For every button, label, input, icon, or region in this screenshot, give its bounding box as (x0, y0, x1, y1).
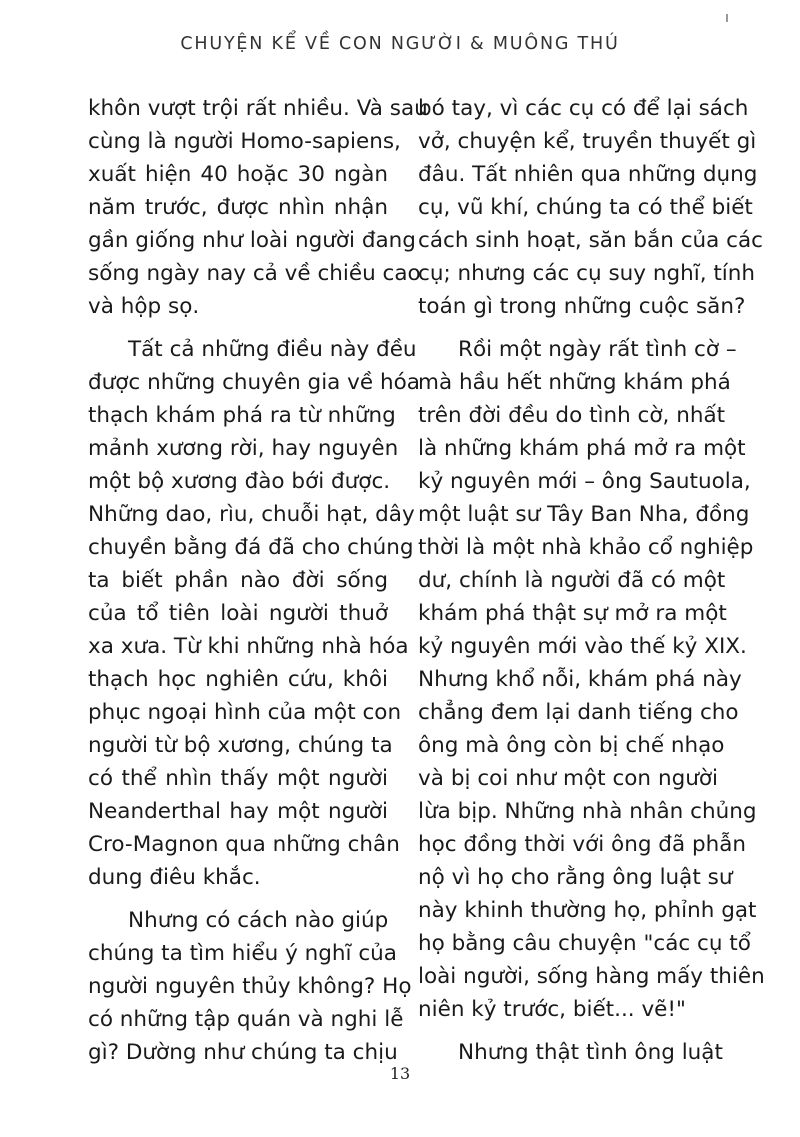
text-line: xa xưa. Từ khi những nhà hóa (88, 634, 409, 659)
text-line: vở, chuyện kể, truyền thuyết gì (418, 129, 757, 154)
text-line: cụ, vũ khí, chúng ta có thể biết (418, 195, 753, 220)
text-line: cụ; nhưng các cụ suy nghĩ, tính (418, 261, 756, 286)
text-line: dung điêu khắc. (88, 865, 261, 890)
text-line: thạch khám phá ra từ những (88, 403, 396, 428)
text-line: Những dao, rìu, chuỗi hạt, dây (88, 502, 415, 527)
text-line: Rồi một ngày rất tình cờ – (458, 337, 737, 362)
text-line: loài người, sống hàng mấy thiên (418, 964, 765, 989)
text-line: có những tập quán và nghi lễ (88, 1007, 404, 1032)
text-line: một bộ xương đào bới được. (88, 469, 391, 494)
text-line: và bị coi như một con người (418, 766, 718, 791)
running-header: CHUYỆN KỂ VỀ CON NGƯỜI & MUÔNG THÚ (180, 34, 620, 54)
text-line: gì? Dường như chúng ta chịu (88, 1040, 398, 1065)
text-line: một luật sư Tây Ban Nha, đồng (418, 502, 750, 527)
text-line: ông mà ông còn bị chế nhạo (418, 733, 725, 758)
text-line: chuyền bằng đá đã cho chúng (88, 535, 414, 560)
text-line: Nhưng có cách nào giúp (128, 908, 389, 933)
text-line: khám phá thật sự mở ra một (418, 601, 727, 626)
text-line: thạch học nghiên cứu, khôi (88, 667, 388, 692)
text-line: Nhưng thật tình ông luật (458, 1040, 723, 1065)
text-line: Neanderthal hay một người (88, 799, 388, 824)
text-line: nộ vì họ cho rằng ông luật sư (418, 865, 733, 890)
paragraph-gap (418, 1026, 718, 1036)
text-line: bó tay, vì các cụ có để lại sách (418, 96, 749, 121)
left-text-column (88, 92, 428, 1069)
text-line: trên đời đều do tình cờ, nhất (418, 403, 726, 428)
text-line: đâu. Tất nhiên qua những dụng (418, 162, 758, 187)
text-line: xuất hiện 40 hoặc 30 ngàn (88, 162, 388, 187)
right-text-column (418, 92, 765, 1069)
text-line: Cro-Magnon qua những chân (88, 832, 400, 857)
text-line: này khinh thường họ, phỉnh gạt (418, 898, 757, 923)
paragraph (418, 92, 763, 323)
text-line: học đồng thời với ông đã phẫn (418, 832, 747, 857)
text-line: Nhưng khổ nỗi, khám phá này (418, 667, 742, 692)
text-line: được những chuyên gia về hóa (88, 370, 420, 395)
text-line: cùng là người Homo-sapiens, (88, 129, 401, 154)
page-number: 13 (389, 1064, 411, 1083)
text-line: người nguyên thủy không? Họ (88, 974, 412, 999)
text-line: kỷ nguyên mới – ông Sautuola, (418, 469, 751, 494)
text-line: niên kỷ trước, biết... vẽ!" (418, 997, 686, 1022)
text-line: họ bằng câu chuyện "các cụ tổ (418, 931, 751, 956)
paragraph (88, 92, 428, 323)
text-line: dư, chính là người đã có một (418, 568, 726, 593)
text-line: phục ngoại hình của một con (88, 700, 402, 725)
text-line: khôn vượt trội rất nhiều. Và sau (88, 96, 428, 121)
paragraph (88, 904, 412, 1069)
text-line: chẳng đem lại danh tiếng cho (418, 700, 739, 725)
text-line: cách sinh hoạt, săn bắn của các (418, 228, 763, 253)
paragraph (88, 333, 420, 894)
text-line: mảnh xương rời, hay nguyên (88, 436, 399, 461)
text-line: ta biết phần nào đời sống (88, 568, 388, 593)
paragraph-gap (88, 894, 388, 904)
text-line: có thể nhìn thấy một người (88, 766, 388, 791)
text-line: chúng ta tìm hiểu ý nghĩ của (88, 941, 397, 966)
paragraph (418, 333, 765, 1026)
text-line: gần giống như loài người đang (88, 228, 416, 253)
text-line: của tổ tiên loài người thuở (88, 601, 388, 626)
text-line: toán gì trong những cuộc săn? (418, 294, 746, 319)
text-line: mà hầu hết những khám phá (418, 370, 731, 395)
text-line: người từ bộ xương, chúng ta (88, 733, 393, 758)
page-edge-mark (726, 14, 728, 22)
text-line: lừa bịp. Những nhà nhân chủng (418, 799, 757, 824)
text-line: Tất cả những điều này đều (128, 337, 417, 362)
paragraph-gap (88, 323, 388, 333)
text-line: kỷ nguyên mới vào thế kỷ XIX. (418, 634, 747, 659)
text-line: và hộp sọ. (88, 294, 200, 319)
text-line: sống ngày nay cả về chiều cao (88, 261, 421, 286)
text-line: là những khám phá mở ra một (418, 436, 746, 461)
text-line: năm trước, được nhìn nhận (88, 195, 388, 220)
paragraph-gap (418, 323, 718, 333)
text-line: thời là một nhà khảo cổ nghiệp (418, 535, 754, 560)
